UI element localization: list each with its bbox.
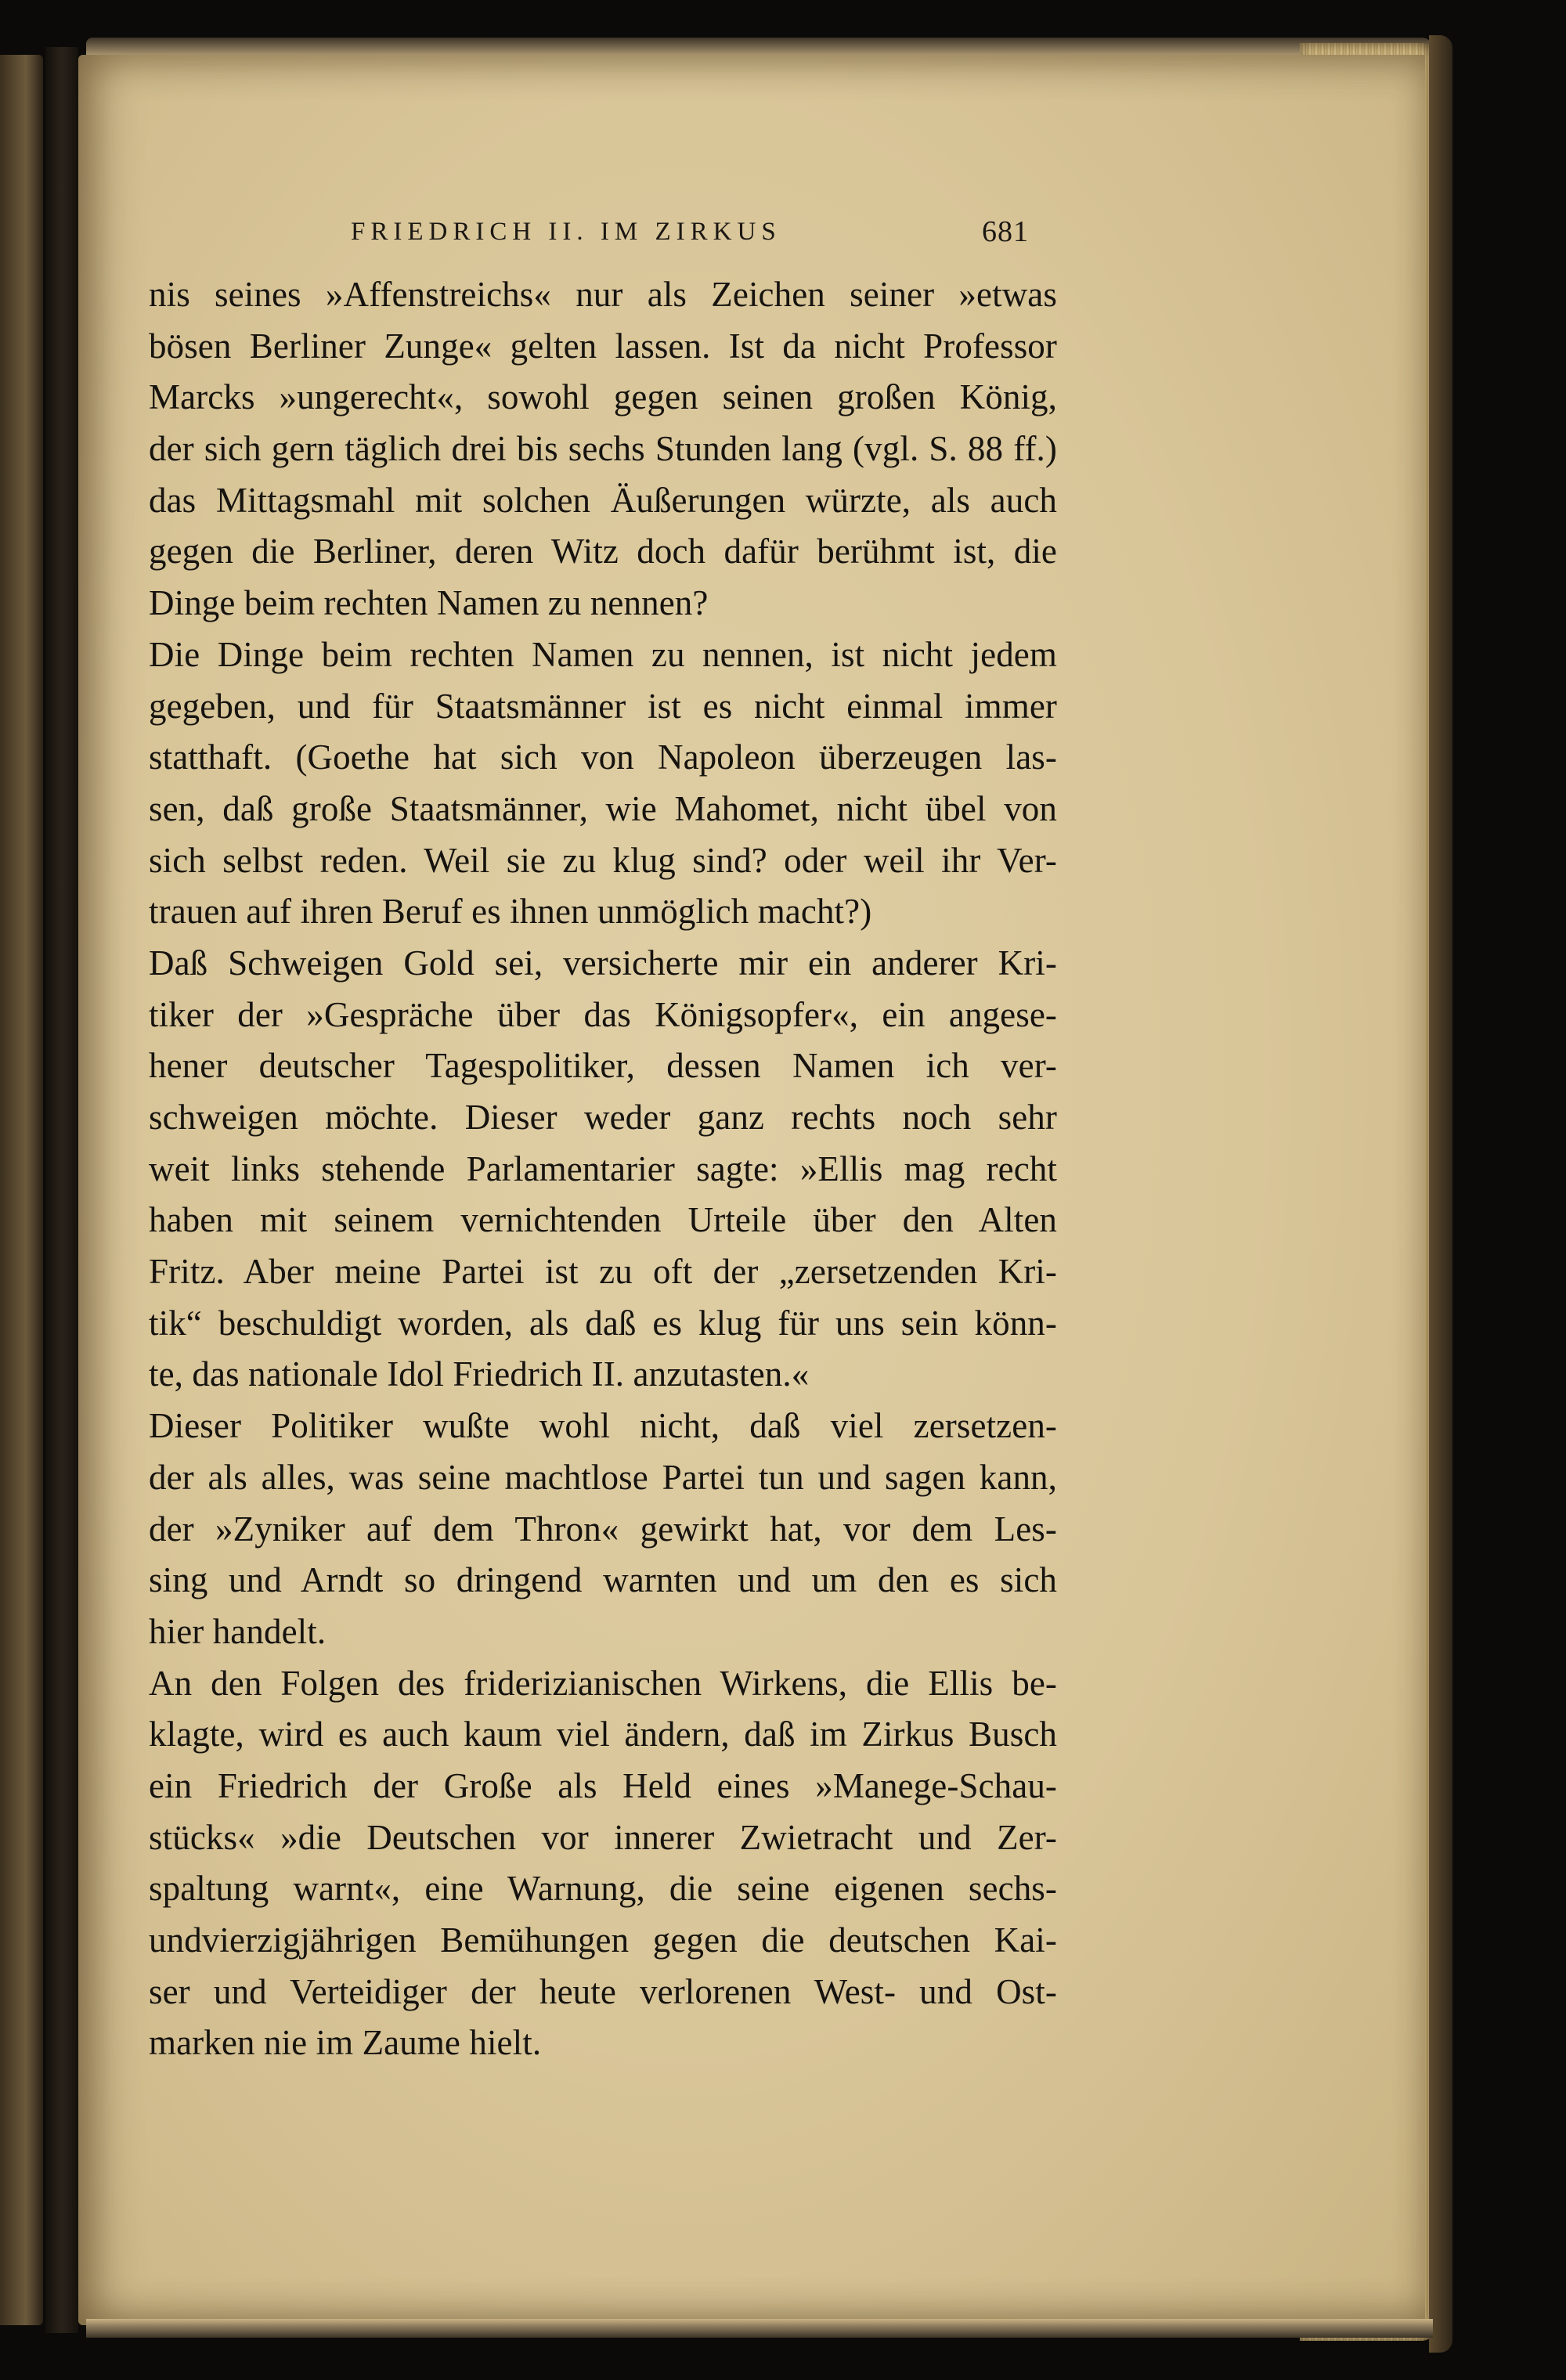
text-line: Dinge beim rechten Namen zu nennen? [149, 583, 709, 623]
text-line: tik“ beschuldigt worden, als daß es klug für uns sein könn- [149, 1303, 1057, 1343]
text-line: tiker der »Gespräche über das Königsopfer«, ein angese- [149, 994, 1057, 1034]
text-line: nis seines »Affenstreichs« nur als Zeichen seiner »etwas [149, 275, 1057, 314]
text-line: schweigen möchte. Dieser weder ganz rechts noch sehr [149, 1098, 1057, 1137]
text-line: spaltung warnt«, eine Warnung, die seine eigenen sechs- [149, 1869, 1057, 1909]
page-header [351, 215, 1055, 265]
text-line: stücks« »die Deutschen vor innerer Zwietracht und Zer- [149, 1817, 1057, 1857]
text-line: undvierzigjährigen Bemühungen gegen die deutschen Kai- [149, 1920, 1057, 1960]
text-line: klagte, wird es auch kaum viel ändern, daß im Zirkus Busch [149, 1715, 1057, 1754]
text-line: der als alles, was seine machtlose Partei tun und sagen kann, [149, 1457, 1057, 1497]
running-title: FRIEDRICH II. IM ZIRKUS [351, 218, 781, 246]
text-line: Daß Schweigen Gold sei, versicherte mir ein anderer Kri- [149, 943, 1057, 983]
text-line: te, das nationale Idol Friedrich II. anzutasten.« [149, 1354, 810, 1394]
text-line: hier handelt. [149, 1611, 327, 1651]
text-line: ein Friedrich der Große als Held eines »Manege-Schau- [149, 1765, 1057, 1805]
text-line: das Mittagsmahl mit solchen Äußerungen würzte, als auch [149, 480, 1057, 520]
book-gutter [45, 47, 78, 2333]
text-line: der »Zyniker auf dem Thron« gewirkt hat, vor dem Les- [149, 1509, 1057, 1549]
book-cover-edge [1429, 35, 1452, 2353]
text-line: marken nie im Zaume hielt. [149, 2023, 542, 2063]
text-line: Marcks »ungerecht«, sowohl gegen seinen großen König, [149, 377, 1057, 417]
text-line: bösen Berliner Zunge« gelten lassen. Ist da nicht Professor [149, 326, 1057, 366]
text-line: sich selbst reden. Weil sie zu klug sind? oder weil ihr Ver- [149, 840, 1057, 880]
text-line: statthaft. (Goethe hat sich von Napoleon überzeugen las- [149, 737, 1057, 777]
text-line: An den Folgen des friderizianischen Wirkens, die Ellis be- [149, 1663, 1057, 1703]
text-line: hener deutscher Tagespolitiker, dessen Namen ich ver- [149, 1046, 1057, 1086]
text-line: weit links stehende Parlamentarier sagte: »Ellis mag recht [149, 1149, 1057, 1188]
text-line: Fritz. Aber meine Partei ist zu oft der „zersetzenden Kri- [149, 1252, 1057, 1292]
text-line: Die Dinge beim rechten Namen zu nennen, ist nicht jedem [149, 634, 1057, 674]
text-line: der sich gern täglich drei bis sechs Stunden lang (vgl. S. 88 ff.) [149, 429, 1057, 469]
text-line: gegen die Berliner, deren Witz doch dafür berühmt ist, die [149, 532, 1057, 572]
text-line: trauen auf ihren Beruf es ihnen unmöglich macht?) [149, 892, 872, 932]
text-line: sen, daß große Staatsmänner, wie Mahomet, nicht übel von [149, 788, 1057, 828]
text-line: sing und Arndt so dringend warnten und um den es sich [149, 1560, 1057, 1600]
text-line: ser und Verteidiger der heute verlorenen West- und Ost- [149, 1971, 1057, 2011]
text-line: haben mit seinem vernichtenden Urteile über den Alten [149, 1200, 1057, 1240]
text-line: gegeben, und für Staatsmänner ist es nicht einmal immer [149, 686, 1057, 726]
page-number: 681 [982, 215, 1029, 248]
facing-page-edge [0, 55, 43, 2325]
book-bottom-edge [86, 2319, 1433, 2338]
text-line: Dieser Politiker wußte wohl nicht, daß viel zersetzen- [149, 1406, 1057, 1446]
body-text [149, 269, 1057, 2069]
